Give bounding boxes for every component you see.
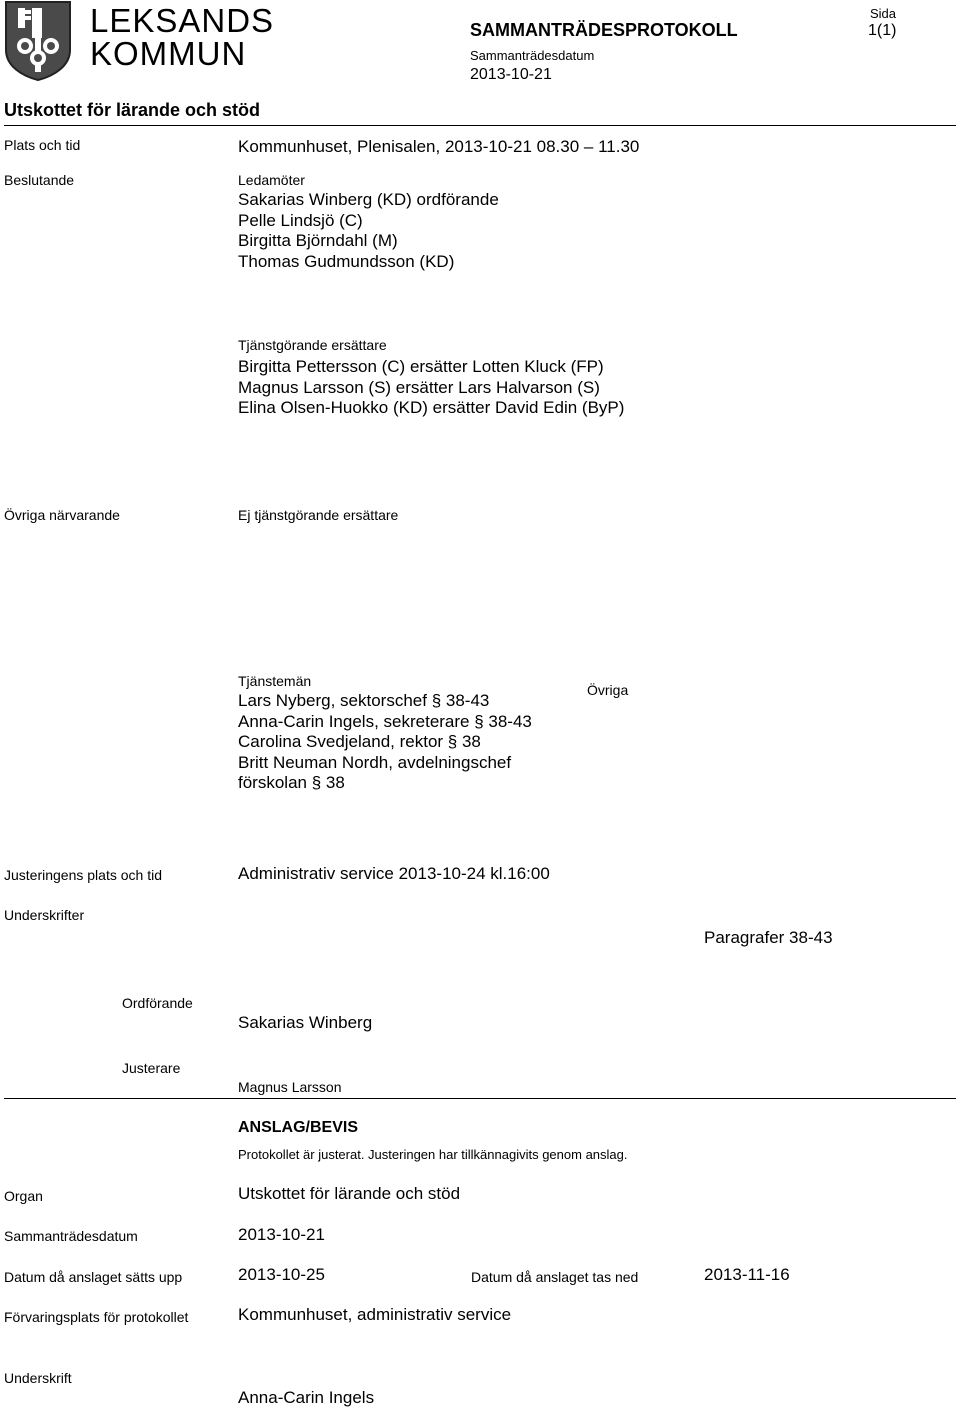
member-item: Thomas Gudmundsson (KD) <box>238 251 455 271</box>
substitutes-heading: Tjänstgörande ersättare <box>238 337 387 353</box>
substitute-item: Magnus Larsson (S) ersätter Lars Halvarson (S) <box>238 377 600 397</box>
notice-date-value: 2013-10-21 <box>238 1225 325 1244</box>
posted-date-label: Datum då anslaget sätts upp <box>4 1269 183 1285</box>
removed-date-label: Datum då anslaget tas ned <box>471 1269 639 1285</box>
adjustment-value: Administrativ service 2013-10-24 kl.16:00 <box>238 864 550 883</box>
others-present-label: Övriga närvarande <box>4 507 120 523</box>
meeting-date-label: Sammanträdesdatum <box>470 48 595 63</box>
place-time-label: Plats och tid <box>4 137 81 153</box>
storage-label: Förvaringsplats för protokollet <box>4 1309 189 1325</box>
adjuster-name: Magnus Larsson <box>238 1079 342 1095</box>
storage-value: Kommunhuset, administrativ service <box>238 1305 512 1324</box>
logo-line-2: KOMMUN <box>90 35 247 72</box>
official-item: Carolina Svedjeland, rektor § 38 <box>238 732 481 751</box>
posted-date-value: 2013-10-25 <box>238 1265 325 1284</box>
official-item: Anna-Carin Ingels, sekreterare § 38-43 <box>238 711 532 731</box>
logo-line-1: LEKSANDS <box>90 2 275 39</box>
notice-date-label: Sammanträdesdatum <box>4 1228 138 1244</box>
coat-of-arms-logo <box>4 0 72 82</box>
removed-date-value: 2013-11-16 <box>704 1265 790 1284</box>
officials-heading: Tjänstemän <box>238 673 312 689</box>
notice-heading: ANSLAG/BEVIS <box>238 1119 359 1136</box>
page-number: 1(1) <box>868 22 897 39</box>
member-item: Sakarias Winberg (KD) ordförande <box>238 190 499 209</box>
substitute-item: Elina Olsen-Huokko (KD) ersätter David Edin (ByP) <box>238 398 625 417</box>
member-item: Birgitta Björndahl (M) <box>238 231 398 250</box>
substitute-item: Birgitta Pettersson (C) ersätter Lotten Kluck (FP) <box>238 357 604 376</box>
notice-divider <box>4 1098 956 1099</box>
signature-name: Anna-Carin Ingels <box>238 1388 375 1407</box>
members-heading: Ledamöter <box>238 172 305 188</box>
document-type: SAMMANTRÄDESPROTOKOLL <box>470 20 738 40</box>
page-label: Sida <box>870 6 897 21</box>
signatures-label: Underskrifter <box>4 907 85 923</box>
chair-label: Ordförande <box>122 995 193 1011</box>
header-divider <box>4 125 956 126</box>
meeting-date-value: 2013-10-21 <box>470 66 552 83</box>
notice-text: Protokollet är justerat. Justeringen har tillkännagivits genom anslag. <box>238 1147 628 1162</box>
committee-title: Utskottet för lärande och stöd <box>4 100 261 120</box>
organ-value: Utskottet för lärande och stöd <box>238 1184 461 1203</box>
adjuster-label: Justerare <box>122 1060 181 1076</box>
place-time-value: Kommunhuset, Plenisalen, 2013-10-21 08.30 – 11.30 <box>238 137 640 156</box>
chair-name: Sakarias Winberg <box>238 1013 373 1032</box>
signature-label: Underskrift <box>4 1370 72 1386</box>
decision-makers-label: Beslutande <box>4 172 75 188</box>
organ-label: Organ <box>4 1188 43 1204</box>
official-item: Britt Neuman Nordh, avdelningschef <box>238 752 512 772</box>
other-heading: Övriga <box>587 682 629 698</box>
official-item: förskolan § 38 <box>238 773 345 792</box>
non-serving-heading: Ej tjänstgörande ersättare <box>238 507 399 523</box>
adjustment-label: Justeringens plats och tid <box>4 867 162 883</box>
member-item: Pelle Lindsjö (C) <box>238 210 363 230</box>
official-item: Lars Nyberg, sektorschef § 38-43 <box>238 691 490 710</box>
paragraphs: Paragrafer 38-43 <box>704 928 833 947</box>
